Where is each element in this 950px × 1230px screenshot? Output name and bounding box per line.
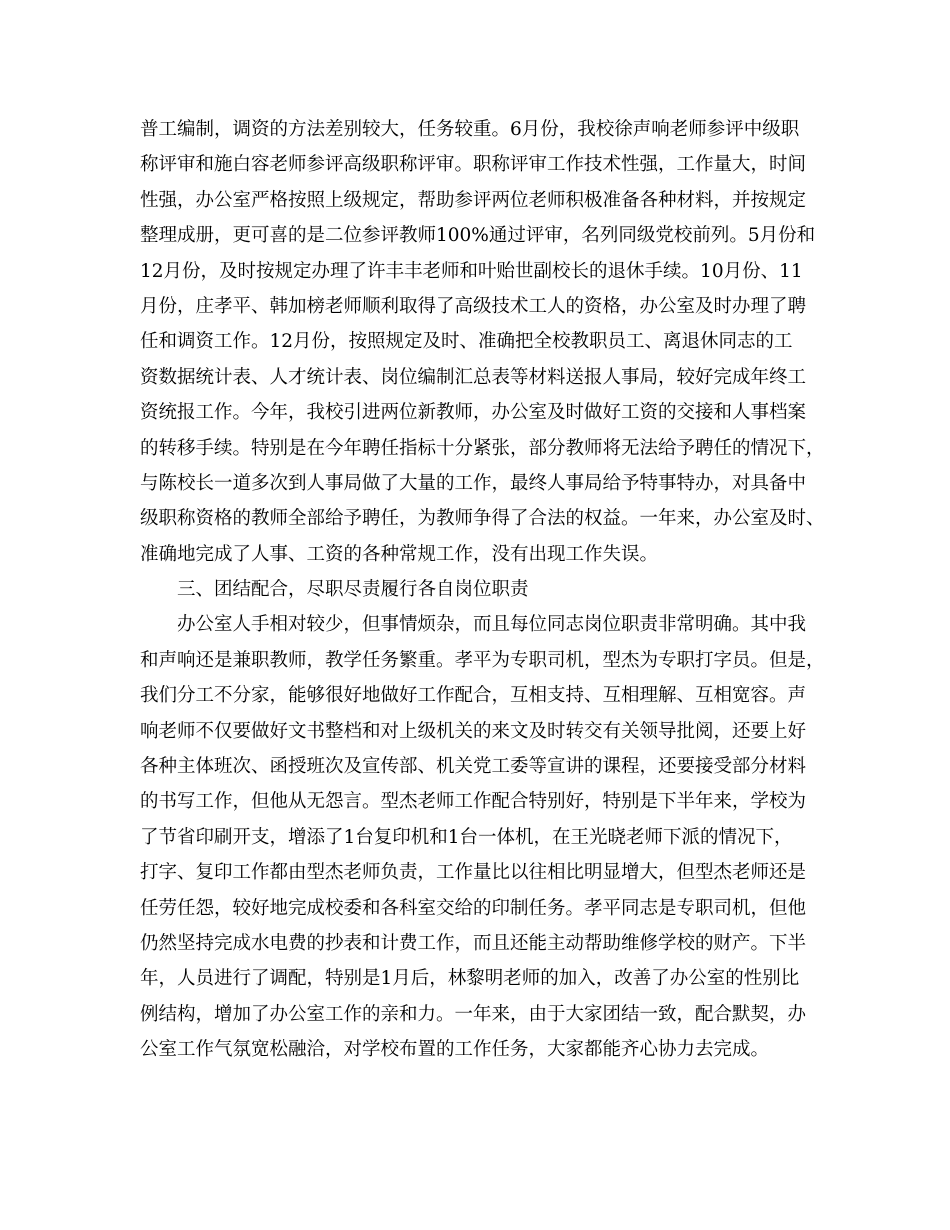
text-line: 各种主体班次、函授班次及宣传部、机关党工委等宣讲的课程，还要接受部分材料: [140, 756, 807, 778]
text-line: 资数据统计表、人才统计表、岗位编制汇总表等材料送报人事局，较好完成年终工: [140, 366, 807, 388]
text-line: 整理成册，更可喜的是二位参评教师100%通过评审，名列同级党校前列。5月份和: [140, 225, 816, 247]
text-line: 三、团结配合，尽职尽责履行各自岗位职责: [177, 579, 529, 601]
text-line: 资统报工作。今年，我校引进两位新教师，办公室及时做好工资的交接和人事档案: [140, 402, 807, 424]
document-body: [140, 112, 830, 1068]
text-line: 的转移手续。特别是在今年聘任指标十分紧张，部分教师将无法给予聘任的情况下，: [140, 437, 825, 459]
text-line: 任和调资工作。12月份，按照规定及时、准确把全校教职员工、离退休同志的工: [140, 331, 793, 353]
text-line: 普工编制，调资的方法差别较大，任务较重。6月份，我校徐声响老师参评中级职: [140, 119, 800, 140]
text-line: 与陈校长一道多次到人事局做了大量的工作，最终人事局给予特事特办，对具备中: [140, 472, 807, 494]
text-line: 年，人员进行了调配，特别是1月后，林黎明老师的加入，改善了办公室的性别比: [140, 968, 800, 990]
text-line: 12月份，及时按规定办理了许丰丰老师和叶贻世副校长的退休手续。10月份、11: [140, 260, 803, 282]
text-line: 例结构，增加了办公室工作的亲和力。一年来，由于大家团结一致，配合默契，办: [140, 1003, 807, 1025]
text-line: 和声响还是兼职教师，教学任务繁重。孝平为专职司机，型杰为专职打字员。但是，: [140, 649, 825, 671]
text-line: 任劳任怨，较好地完成校委和各科室交给的印制任务。孝平同志是专职司机，但他: [140, 897, 807, 919]
text-line: 了节省印刷开支，增添了1台复印机和1台一体机，在王光晓老师下派的情况下，: [140, 826, 793, 848]
text-line: 准确地完成了人事、工资的各种常规工作，没有出现工作失误。: [140, 543, 659, 565]
text-line: 仍然坚持完成水电费的抄表和计费工作，而且还能主动帮助维修学校的财产。下半: [140, 932, 807, 954]
text-line: 办公室人手相对较少，但事情烦杂，而且每位同志岗位职责非常明确。其中我: [177, 614, 807, 636]
text-line: 称评审和施白容老师参评高级职称评审。职称评审工作技术性强，工作量大，时间: [140, 154, 807, 176]
text-line: 的书写工作，但他从无怨言。型杰老师工作配合特别好，特别是下半年来，学校为: [140, 791, 807, 813]
text-line: 我们分工不分家，能够很好地做好工作配合，互相支持、互相理解、互相宽容。声: [140, 685, 807, 707]
text-line: 打字、复印工作都由型杰老师负责，工作量比以往相比明显增大，但型杰老师还是: [140, 862, 807, 884]
text-line: 响老师不仅要做好文书整档和对上级机关的来文及时转交有关领导批阅，还要上好: [140, 720, 807, 742]
text-line: 月份，庄孝平、韩加榜老师顺利取得了高级技术工人的资格，办公室及时办理了聘: [140, 295, 807, 317]
text-line: 公室工作气氛宽松融洽，对学校布置的工作任务，大家都能齐心协力去完成。: [140, 1039, 770, 1061]
text-line: 性强，办公室严格按照上级规定，帮助参评两位老师积极准备各种材料，并按规定: [140, 189, 807, 211]
text-line: 级职称资格的教师全部给予聘任，为教师争得了合法的权益。一年来，办公室及时、: [140, 508, 825, 530]
